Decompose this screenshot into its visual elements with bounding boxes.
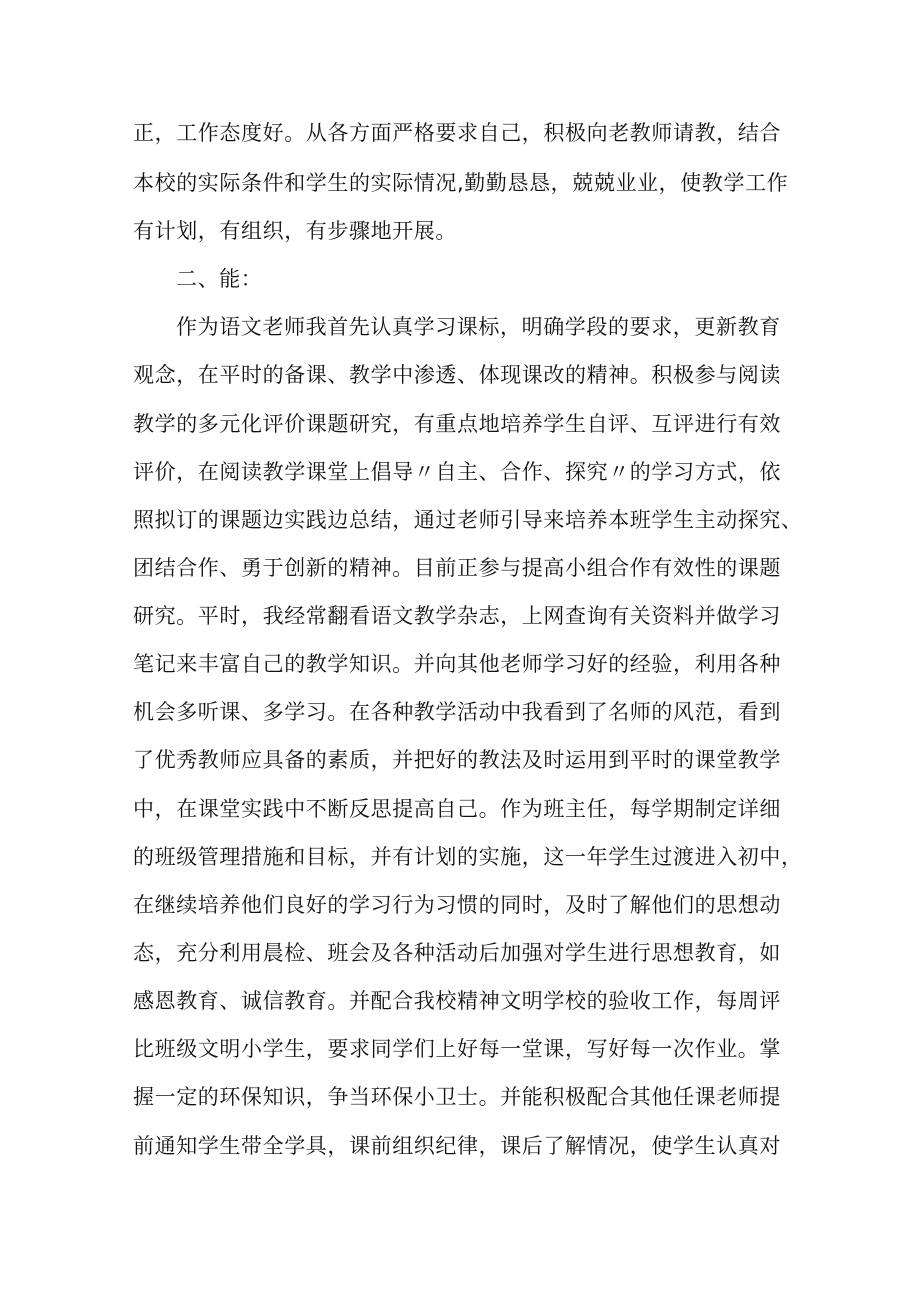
text-line: 中，在课堂实践中不断反思提高自己。作为班主任，每学期制定详细 bbox=[133, 797, 781, 821]
text-line: 态，充分利用晨检、班会及各种活动后加强对学生进行思想教育，如 bbox=[133, 941, 781, 965]
text-line: 教学的多元化评价课题研究，有重点地培养学生自评、互评进行有效 bbox=[133, 412, 781, 436]
text-line: 握一定的环保知识，争当环保小卫士。并能积极配合其他任课老师提 bbox=[133, 1085, 781, 1109]
text-line: 了优秀教师应具备的素质，并把好的教法及时运用到平时的课堂教学 bbox=[133, 748, 781, 772]
text-line: 前通知学生带全学具，课前组织纪律，课后了解情况，使学生认真对 bbox=[133, 1134, 781, 1158]
text-line: 比班级文明小学生，要求同学们上好每一堂课，写好每一次作业。掌 bbox=[133, 1037, 781, 1061]
text-line: 团结合作、勇于创新的精神。目前正参与提高小组合作有效性的课题 bbox=[133, 556, 781, 580]
text-line: 评价，在阅读教学课堂上倡导〃自主、合作、探究〃的学习方式，依 bbox=[133, 460, 781, 484]
text-line: 观念，在平时的备课、教学中渗透、体现课改的精神。积极参与阅读 bbox=[133, 363, 781, 387]
text-line: 有计划，有组织，有步骤地开展。 bbox=[133, 219, 457, 243]
text-line: 感恩教育、诚信教育。并配合我校精神文明学校的验收工作，每周评 bbox=[133, 989, 781, 1013]
text-line: 照拟订的课题边实践边总结，通过老师引导来培养本班学生主动探究、 bbox=[133, 508, 803, 532]
text-line: 笔记来丰富自己的教学知识。并向其他老师学习好的经验，利用各种 bbox=[133, 652, 781, 676]
text-line: 研究。平时，我经常翻看语文教学杂志，上网查询有关资料并做学习 bbox=[133, 604, 781, 628]
text-line: 机会多听课、多学习。在各种教学活动中我看到了名师的风范，看到 bbox=[133, 700, 781, 724]
text-line: 作为语文老师我首先认真学习课标，明确学段的要求，更新教育 bbox=[176, 315, 781, 339]
text-line: 在继续培养他们良好的学习行为习惯的同时，及时了解他们的思想动 bbox=[133, 893, 781, 917]
text-line: 的班级管理措施和目标，并有计划的实施，这一年学生过渡进入初中， bbox=[133, 845, 803, 869]
text-line: 本校的实际条件和学生的实际情况,勤勤恳恳，兢兢业业，使教学工作 bbox=[133, 171, 789, 195]
section-heading: 二、能： bbox=[176, 267, 263, 291]
text-line: 正，工作态度好。从各方面严格要求自己，积极向老教师请教，结合 bbox=[133, 121, 781, 145]
